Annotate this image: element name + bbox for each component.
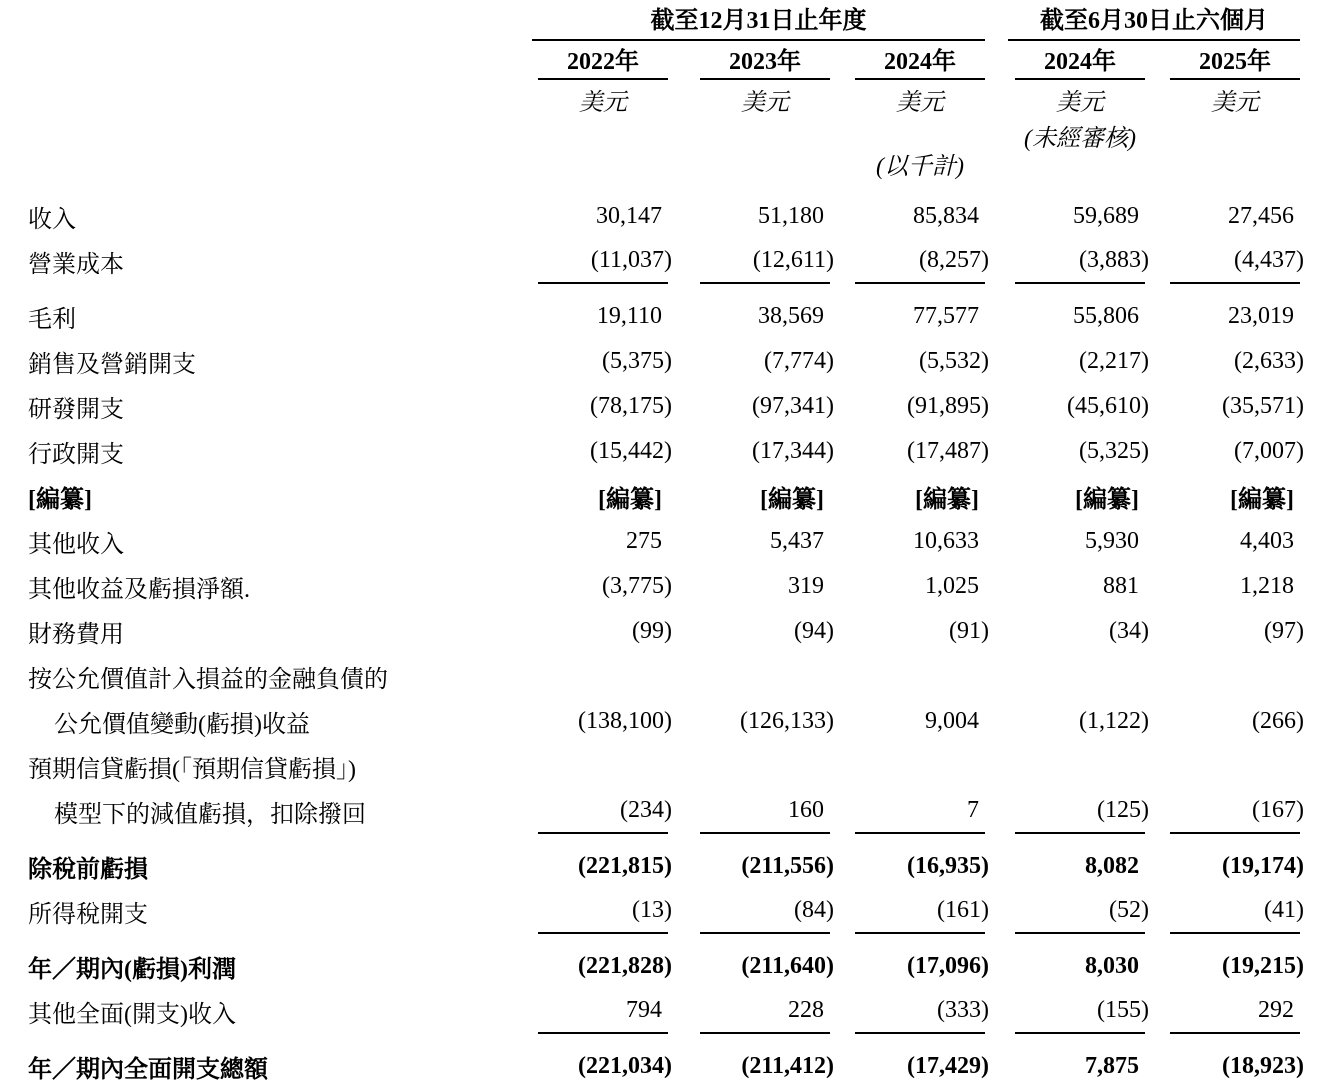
cell-value: (15,442): [590, 438, 672, 464]
table-row: [0, 429, 1322, 474]
cell-2023: [668, 989, 830, 1034]
cell-2024-interim: [985, 889, 1149, 934]
cell-value: (5,532): [919, 348, 989, 374]
cell-2022: [510, 564, 672, 609]
cell-value: (97,341): [752, 393, 834, 419]
cell-2024-interim: [985, 789, 1149, 834]
row-label: 其他收入: [28, 532, 124, 558]
cell-2025-interim: [1145, 384, 1304, 429]
cell-value: 275: [626, 528, 662, 554]
row-label: 營業成本: [28, 252, 124, 278]
cell-value: (266): [1252, 708, 1304, 734]
row-label: 毛利: [28, 307, 76, 333]
cell-value: (41): [1264, 897, 1304, 923]
cell-2024: [830, 1044, 989, 1087]
cell-value: (234): [620, 797, 672, 823]
cell-2024: [830, 429, 989, 474]
unaudited-note: (未經審核): [1024, 126, 1136, 152]
cell-2024-interim: [985, 294, 1145, 339]
cell-2024: [830, 989, 989, 1034]
cell-2024: [830, 944, 989, 989]
table-row: [0, 699, 1322, 744]
cell-2023: [668, 744, 830, 789]
column-group-annual-label: 截至12月31日止年度: [532, 0, 985, 41]
table-row: [0, 339, 1322, 384]
cell-value: 38,569: [758, 303, 824, 329]
table-row: [0, 564, 1322, 609]
cell-2022: [510, 889, 672, 934]
cell-value: 1,025: [925, 573, 979, 599]
table-row: [0, 789, 1322, 834]
cell-2025-interim: [1145, 609, 1304, 654]
cell-2022: [510, 239, 672, 284]
currency-label: 美元: [1056, 89, 1104, 116]
cell-2022: [510, 844, 672, 889]
row-label: 按公允價值計入損益的金融負債的: [28, 667, 388, 693]
cell-value: (17,096): [907, 953, 989, 979]
cell-2022: [510, 1044, 672, 1087]
cell-value: (125): [1097, 797, 1149, 823]
cell-value: (13): [632, 897, 672, 923]
cell-value: (211,640): [741, 953, 834, 979]
cell-2023: [668, 429, 834, 474]
cell-value: (17,487): [907, 438, 989, 464]
cell-value: 7,875: [1085, 1053, 1139, 1079]
cell-value: 10,633: [913, 528, 979, 554]
table-row: [0, 844, 1322, 889]
cell-2023: [668, 519, 830, 564]
cell-2022: [510, 519, 668, 564]
cell-value: 5,930: [1085, 528, 1139, 554]
cell-2024: [830, 239, 989, 284]
cell-2025-interim: [1145, 474, 1300, 519]
cell-2024-interim: [985, 194, 1145, 239]
year-column-2023: 2023年: [700, 41, 830, 80]
cell-2024: [830, 339, 989, 384]
cell-2023: [668, 194, 830, 239]
cell-value: [編纂]: [1075, 487, 1139, 513]
table-row: [0, 384, 1322, 429]
cell-value: (7,007): [1234, 438, 1304, 464]
cell-2022: [510, 744, 668, 789]
cell-2024-interim: [985, 654, 1145, 699]
cell-2023: [668, 844, 834, 889]
cell-value: (3,883): [1079, 247, 1149, 273]
cell-2024-interim: [985, 844, 1145, 889]
cell-value: (3,775): [602, 573, 672, 599]
header-group-row: [0, 0, 1322, 38]
cell-value: 9,004: [925, 708, 979, 734]
cell-2022: [510, 294, 668, 339]
cell-2022: [510, 699, 672, 744]
cell-2024: [830, 384, 989, 429]
row-label: 預期信貸虧損(「預期信貸虧損」): [28, 757, 356, 783]
header-unaudited-row: [0, 118, 1322, 152]
cell-2024-interim: [985, 699, 1149, 744]
table-row: [0, 889, 1322, 934]
cell-2024-interim: [985, 239, 1149, 284]
cell-value: 319: [788, 573, 824, 599]
cell-2025-interim: [1145, 944, 1304, 989]
row-label: 銷售及營銷開支: [28, 352, 196, 378]
cell-value: 8,030: [1085, 953, 1139, 979]
cell-2024-interim: [985, 339, 1149, 384]
cell-value: (211,412): [741, 1053, 834, 1079]
cell-2023: [668, 789, 830, 834]
cell-value: (16,935): [907, 853, 989, 879]
cell-value: (97): [1264, 618, 1304, 644]
cell-value: 27,456: [1228, 203, 1294, 229]
cell-value: (91,895): [907, 393, 989, 419]
cell-value: 85,834: [913, 203, 979, 229]
cell-value: (333): [937, 997, 989, 1023]
cell-value: (19,174): [1222, 853, 1304, 879]
cell-2024: [830, 474, 985, 519]
cell-value: 160: [788, 797, 824, 823]
cell-value: (5,375): [602, 348, 672, 374]
cell-2023: [668, 384, 834, 429]
cell-2024: [830, 519, 985, 564]
cell-2024-interim: [985, 474, 1145, 519]
cell-2025-interim: [1145, 1044, 1304, 1087]
cell-value: 7: [967, 797, 979, 823]
cell-2024-interim: [985, 944, 1145, 989]
cell-value: [編纂]: [598, 487, 662, 513]
column-group-interim-label: 截至6月30日止六個月: [1008, 0, 1300, 41]
cell-value: 51,180: [758, 203, 824, 229]
cell-2023: [668, 294, 830, 339]
cell-value: 55,806: [1073, 303, 1139, 329]
row-label: 研發開支: [28, 397, 124, 423]
cell-2025-interim: [1145, 564, 1300, 609]
table-row: [0, 609, 1322, 654]
cell-2024-interim: [985, 744, 1145, 789]
cell-value: 794: [626, 997, 662, 1023]
cell-value: (19,215): [1222, 953, 1304, 979]
year-column-2024: 2024年: [855, 41, 985, 80]
cell-value: 30,147: [596, 203, 662, 229]
table-row: [0, 1044, 1322, 1087]
cell-2025-interim: [1145, 239, 1304, 284]
cell-value: (12,611): [752, 247, 834, 273]
cell-2024: [830, 294, 985, 339]
cell-value: 59,689: [1073, 203, 1139, 229]
cell-value: (45,610): [1067, 393, 1149, 419]
cell-value: (52): [1109, 897, 1149, 923]
cell-2023: [668, 564, 830, 609]
cell-value: (221,034): [578, 1053, 672, 1079]
table-row: [0, 989, 1322, 1034]
cell-2023: [668, 609, 834, 654]
cell-value: (17,344): [752, 438, 834, 464]
header-currency-row: [0, 80, 1322, 118]
cell-2022: [510, 609, 672, 654]
cell-2024-interim: [985, 564, 1145, 609]
cell-value: (17,429): [907, 1053, 989, 1079]
cell-value: (211,556): [741, 853, 834, 879]
cell-2024: [830, 194, 985, 239]
cell-value: 1,218: [1240, 573, 1294, 599]
row-label: 年／期內全面開支總額: [28, 1057, 268, 1083]
cell-2022: [510, 944, 672, 989]
table-row: [0, 239, 1322, 284]
cell-2023: [668, 339, 834, 384]
cell-2024-interim: [985, 384, 1149, 429]
cell-2025-interim: [1145, 844, 1304, 889]
cell-2023: [668, 699, 834, 744]
cell-2022: [510, 194, 668, 239]
table-row: [0, 294, 1322, 339]
cell-value: 228: [788, 997, 824, 1023]
row-label: 其他全面(開支)收入: [28, 1002, 236, 1028]
table-row: [0, 194, 1322, 239]
cell-value: 881: [1103, 573, 1139, 599]
cell-value: (35,571): [1222, 393, 1304, 419]
cell-2025-interim: [1145, 699, 1304, 744]
cell-2022: [510, 654, 668, 699]
cell-value: (34): [1109, 618, 1149, 644]
cell-2022: [510, 474, 668, 519]
cell-2023: [668, 889, 834, 934]
cell-value: 4,403: [1240, 528, 1294, 554]
cell-2024: [830, 889, 989, 934]
cell-value: (167): [1252, 797, 1304, 823]
cell-value: (2,633): [1234, 348, 1304, 374]
row-label: 公允價值變動(虧損)收益: [54, 712, 310, 738]
currency-label: 美元: [579, 89, 627, 116]
cell-2022: [510, 429, 672, 474]
cell-2023: [668, 944, 834, 989]
cell-2023: [668, 1044, 834, 1087]
cell-2024-interim: [985, 429, 1149, 474]
currency-label: 美元: [896, 89, 944, 116]
cell-value: (221,828): [578, 953, 672, 979]
year-column-2025-interim: 2025年: [1170, 41, 1300, 80]
column-group-annual: [510, 0, 985, 41]
table-row: [0, 944, 1322, 989]
cell-value: 19,110: [596, 303, 662, 329]
cell-value: [編纂]: [760, 487, 824, 513]
row-label: [編纂]: [28, 487, 92, 513]
row-label: 所得稅開支: [28, 902, 148, 928]
cell-value: 292: [1258, 997, 1294, 1023]
cell-value: (1,122): [1079, 708, 1149, 734]
row-label: 其他收益及虧損淨額.: [28, 577, 250, 603]
currency-label: 美元: [1211, 89, 1259, 116]
cell-2024-interim: [985, 989, 1149, 1034]
cell-2024-interim: [985, 1044, 1145, 1087]
cell-value: (4,437): [1234, 247, 1304, 273]
cell-value: (5,325): [1079, 438, 1149, 464]
cell-2023: [668, 239, 834, 284]
row-label: 模型下的減值虧損，扣除撥回: [54, 802, 366, 828]
cell-value: 77,577: [913, 303, 979, 329]
cell-value: (7,774): [764, 348, 834, 374]
table-row: [0, 744, 1322, 789]
thousands-note: (以千計): [876, 154, 964, 180]
cell-value: (84): [794, 897, 834, 923]
cell-2022: [510, 989, 668, 1034]
cell-2022: [510, 339, 672, 384]
cell-value: (138,100): [578, 708, 672, 734]
cell-2025-interim: [1145, 744, 1300, 789]
row-label: 收入: [28, 207, 76, 233]
cell-2024: [830, 654, 985, 699]
row-label: 年／期內(虧損)利潤: [28, 957, 236, 983]
cell-2025-interim: [1145, 519, 1300, 564]
cell-2024: [830, 744, 985, 789]
cell-value: (221,815): [578, 853, 672, 879]
cell-2025-interim: [1145, 294, 1300, 339]
cell-value: (155): [1097, 997, 1149, 1023]
cell-2024: [830, 789, 985, 834]
year-column-2024-interim: 2024年: [1015, 41, 1145, 80]
cell-value: (161): [937, 897, 989, 923]
cell-2022: [510, 789, 672, 834]
cell-2025-interim: [1145, 339, 1304, 384]
cell-value: (78,175): [590, 393, 672, 419]
cell-2024: [830, 844, 989, 889]
cell-value: (91): [949, 618, 989, 644]
row-label: 財務費用: [28, 622, 124, 648]
header-year-row: [0, 38, 1322, 80]
cell-2024: [830, 609, 989, 654]
cell-value: (2,217): [1079, 348, 1149, 374]
currency-label: 美元: [741, 89, 789, 116]
table-row: [0, 654, 1322, 699]
table-body: [0, 194, 1322, 1087]
year-column-2022: 2022年: [538, 41, 668, 80]
column-group-interim: [985, 0, 1300, 41]
cell-2024-interim: [985, 519, 1145, 564]
cell-2022: [510, 384, 672, 429]
cell-2025-interim: [1145, 789, 1304, 834]
cell-2024-interim: [985, 609, 1149, 654]
cell-value: [編纂]: [915, 487, 979, 513]
cell-value: (126,133): [740, 708, 834, 734]
cell-2025-interim: [1145, 429, 1304, 474]
table-row: [0, 519, 1322, 564]
cell-2023: [668, 474, 830, 519]
cell-value: 8,082: [1085, 853, 1139, 879]
cell-2024: [830, 699, 985, 744]
cell-value: 23,019: [1228, 303, 1294, 329]
cell-2024: [830, 564, 985, 609]
cell-value: (99): [632, 618, 672, 644]
table-row: [0, 474, 1322, 519]
row-label: 行政開支: [28, 442, 124, 468]
cell-2025-interim: [1145, 654, 1300, 699]
cell-2025-interim: [1145, 194, 1300, 239]
cell-value: (8,257): [919, 247, 989, 273]
row-label: 除稅前虧損: [28, 857, 148, 883]
cell-2023: [668, 654, 830, 699]
cell-2025-interim: [1145, 989, 1300, 1034]
cell-2025-interim: [1145, 889, 1304, 934]
cell-value: [編纂]: [1230, 487, 1294, 513]
cell-value: (18,923): [1222, 1053, 1304, 1079]
cell-value: 5,437: [770, 528, 824, 554]
cell-value: (94): [794, 618, 834, 644]
cell-value: (11,037): [590, 247, 672, 273]
